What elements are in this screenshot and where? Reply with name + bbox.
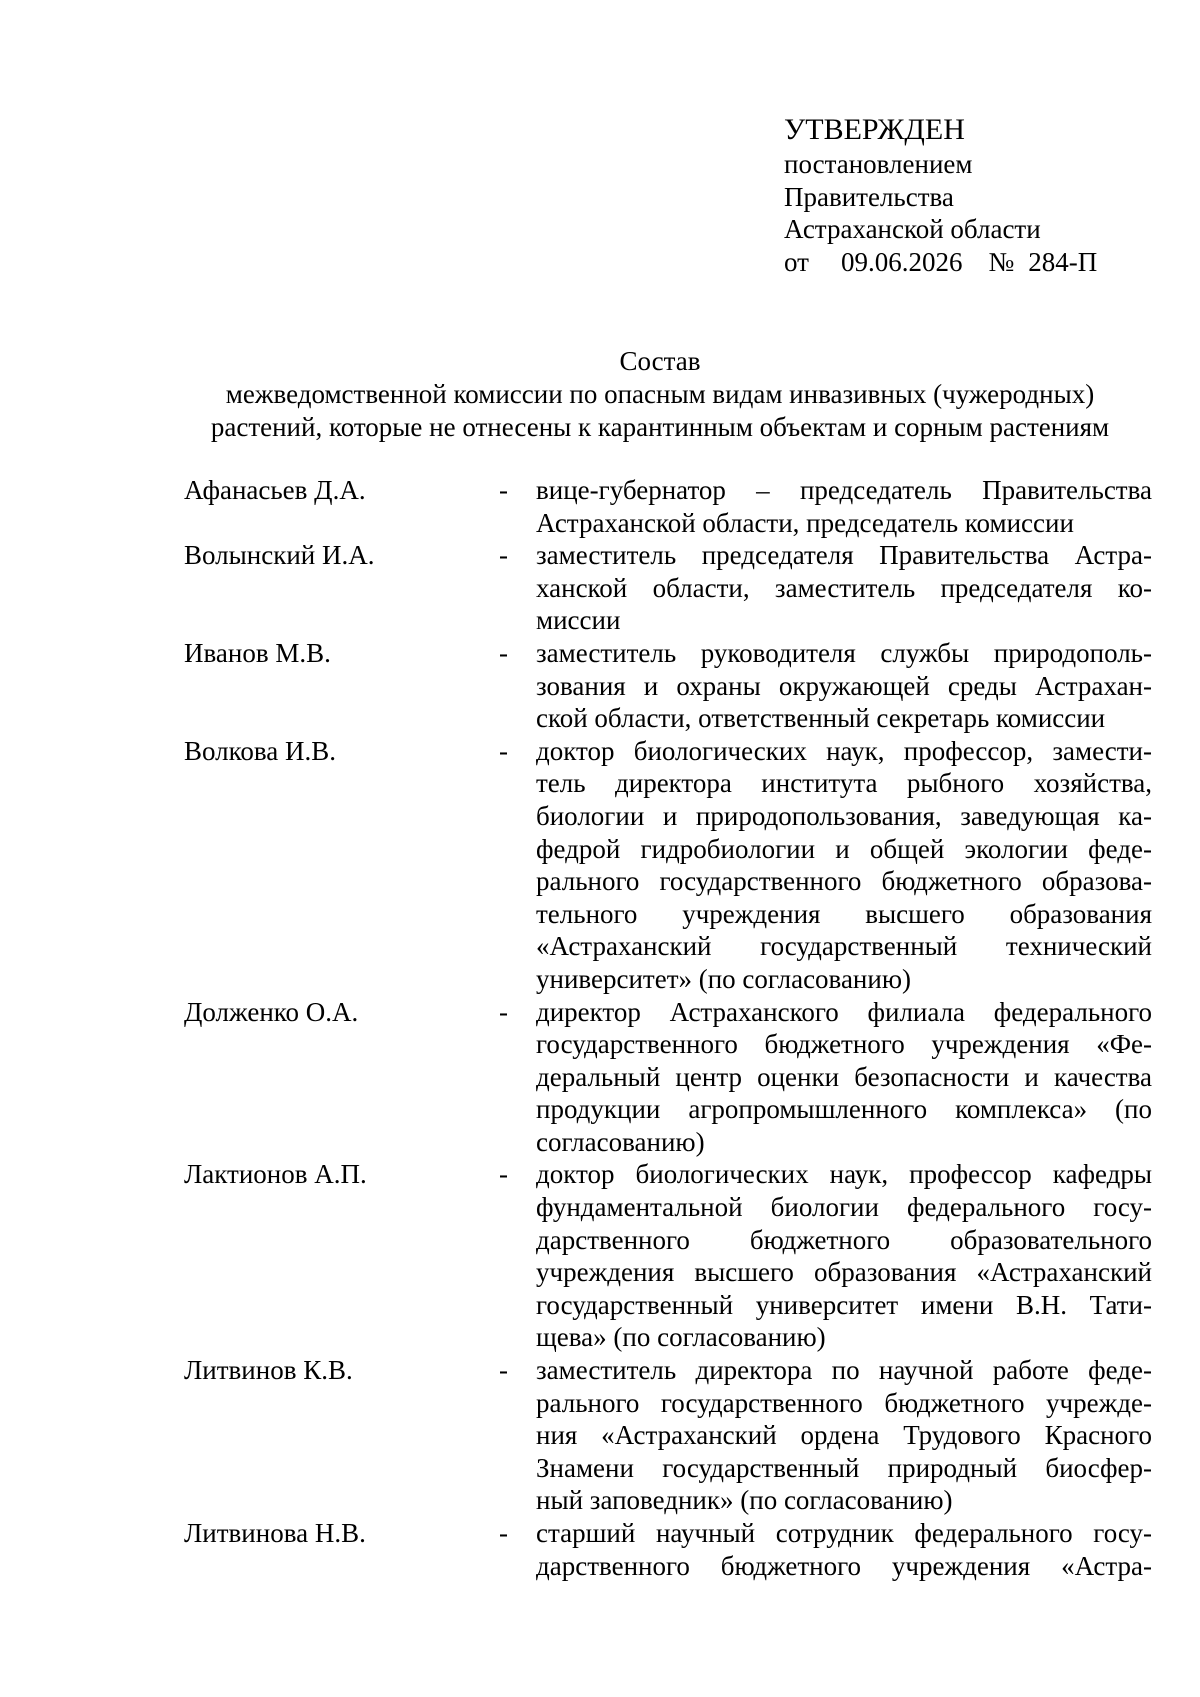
member-position xyxy=(536,996,1152,1159)
member-position xyxy=(536,735,1152,996)
member-row xyxy=(184,474,1154,539)
position-line: директор Астраханского филиала федерального xyxy=(536,996,1152,1027)
member-dash: - xyxy=(499,1518,508,1548)
position-line: ской области, ответственный секретарь комиссии xyxy=(536,703,1106,734)
position-line: вице-губернатор – председатель Правительства xyxy=(536,475,1152,505)
position-line: ния «Астраханский ордена Трудового Красного xyxy=(536,1420,1152,1451)
approval-line: постановлением xyxy=(784,149,973,179)
position-line: ный заповедник» (по согласованию) xyxy=(536,1485,953,1516)
member-position xyxy=(536,1354,1152,1517)
position-line: университет» (по согласованию) xyxy=(536,963,911,994)
position-line: государственного бюджетного учреждения «Фе- xyxy=(536,1029,1152,1060)
member-name: Волынский И.А. xyxy=(184,540,375,571)
member-position xyxy=(536,1158,1152,1354)
member-name: Волкова И.В. xyxy=(184,735,337,766)
member-dash: - xyxy=(499,475,508,505)
member-dash: - xyxy=(499,1159,508,1190)
member-row xyxy=(184,1158,1154,1354)
document-title xyxy=(150,345,1170,444)
position-line: заместитель руководителя службы природополь- xyxy=(536,637,1152,668)
position-line: рального государственного бюджетного учрежде- xyxy=(536,1387,1152,1418)
position-line: «Астраханский государственный технический xyxy=(536,931,1152,962)
members-list xyxy=(184,474,1154,1582)
member-row xyxy=(184,1354,1154,1517)
position-line: фундаментальной биологии федерального госу- xyxy=(536,1192,1152,1223)
position-line: миссии xyxy=(536,605,621,636)
position-line: тельного учреждения высшего образования xyxy=(536,898,1152,929)
member-dash: - xyxy=(499,996,508,1027)
member-name: Литвинов К.В. xyxy=(184,1355,353,1386)
position-line: зования и охраны окружающей среды Астрахан- xyxy=(536,670,1152,701)
member-position xyxy=(536,474,1152,539)
approval-line: Астраханской области xyxy=(784,214,1041,244)
position-line: тель директора института рыбного хозяйства, xyxy=(536,768,1152,799)
approval-stamp xyxy=(784,112,1097,278)
position-line: заместитель председателя Правительства Астра- xyxy=(536,540,1152,571)
approval-number: 284-П xyxy=(1028,246,1098,277)
position-line: доктор биологических наук, профессор, замести- xyxy=(536,735,1152,766)
position-line: продукции агропромышленного комплекса» (по xyxy=(536,1094,1152,1125)
position-line: биологии и природопользования, заведующая ка- xyxy=(536,800,1152,831)
member-dash: - xyxy=(499,540,508,571)
member-row xyxy=(184,735,1154,996)
title-line: растений, которые не отнесены к карантинным объектам и сорным растениям xyxy=(210,412,1110,442)
position-line: заместитель директора по научной работе феде- xyxy=(536,1355,1152,1386)
member-row xyxy=(184,996,1154,1159)
member-row xyxy=(184,539,1154,637)
member-position xyxy=(536,539,1152,637)
member-name: Долженко О.А. xyxy=(184,996,359,1027)
member-position xyxy=(536,1517,1152,1582)
position-line: учреждения высшего образования «Астраханский xyxy=(536,1257,1152,1288)
member-row xyxy=(184,637,1154,735)
approval-line: Правительства xyxy=(784,181,954,212)
title-line: межведомственной комиссии по опасным видам инвазивных (чужеродных) xyxy=(225,379,1095,409)
approval-date: 09.06.2026 xyxy=(840,246,963,277)
position-line: государственный университет имени В.Н. Тати- xyxy=(536,1289,1152,1320)
position-line: согласованию) xyxy=(536,1126,705,1157)
member-name: Афанасьев Д.А. xyxy=(184,475,366,505)
position-line: федрой гидробиологии и общей экологии феде- xyxy=(536,833,1152,864)
position-line: щева» (по согласованию) xyxy=(536,1322,826,1353)
member-dash: - xyxy=(499,735,508,766)
title-heading: Состав xyxy=(619,346,701,376)
member-row xyxy=(184,1517,1154,1582)
position-line: Астраханской области, председатель комиссии xyxy=(536,507,1074,538)
approval-heading: УТВЕРЖДЕН xyxy=(784,113,965,146)
approval-number-sign: № xyxy=(988,246,1015,277)
position-line: рального государственного бюджетного образова- xyxy=(536,866,1152,897)
approval-date-number xyxy=(784,246,1097,279)
position-line: деральный центр оценки безопасности и качества xyxy=(536,1061,1152,1092)
approval-from-label: от xyxy=(784,246,809,277)
position-line: ханской области, заместитель председателя ко- xyxy=(536,572,1152,603)
member-name: Лактионов А.П. xyxy=(184,1159,367,1190)
member-dash: - xyxy=(499,637,508,668)
position-line: дарственного бюджетного образовательного xyxy=(536,1224,1152,1255)
member-dash: - xyxy=(499,1355,508,1386)
position-line: доктор биологических наук, профессор кафедры xyxy=(536,1159,1152,1190)
position-line: Знамени государственный природный биосфер- xyxy=(536,1452,1152,1483)
member-name: Иванов М.В. xyxy=(184,637,331,668)
position-line: старший научный сотрудник федерального госу- xyxy=(536,1518,1152,1548)
member-position xyxy=(536,637,1152,735)
member-name: Литвинова Н.В. xyxy=(184,1518,366,1548)
position-line: дарственного бюджетного учреждения «Астра- xyxy=(536,1550,1152,1581)
